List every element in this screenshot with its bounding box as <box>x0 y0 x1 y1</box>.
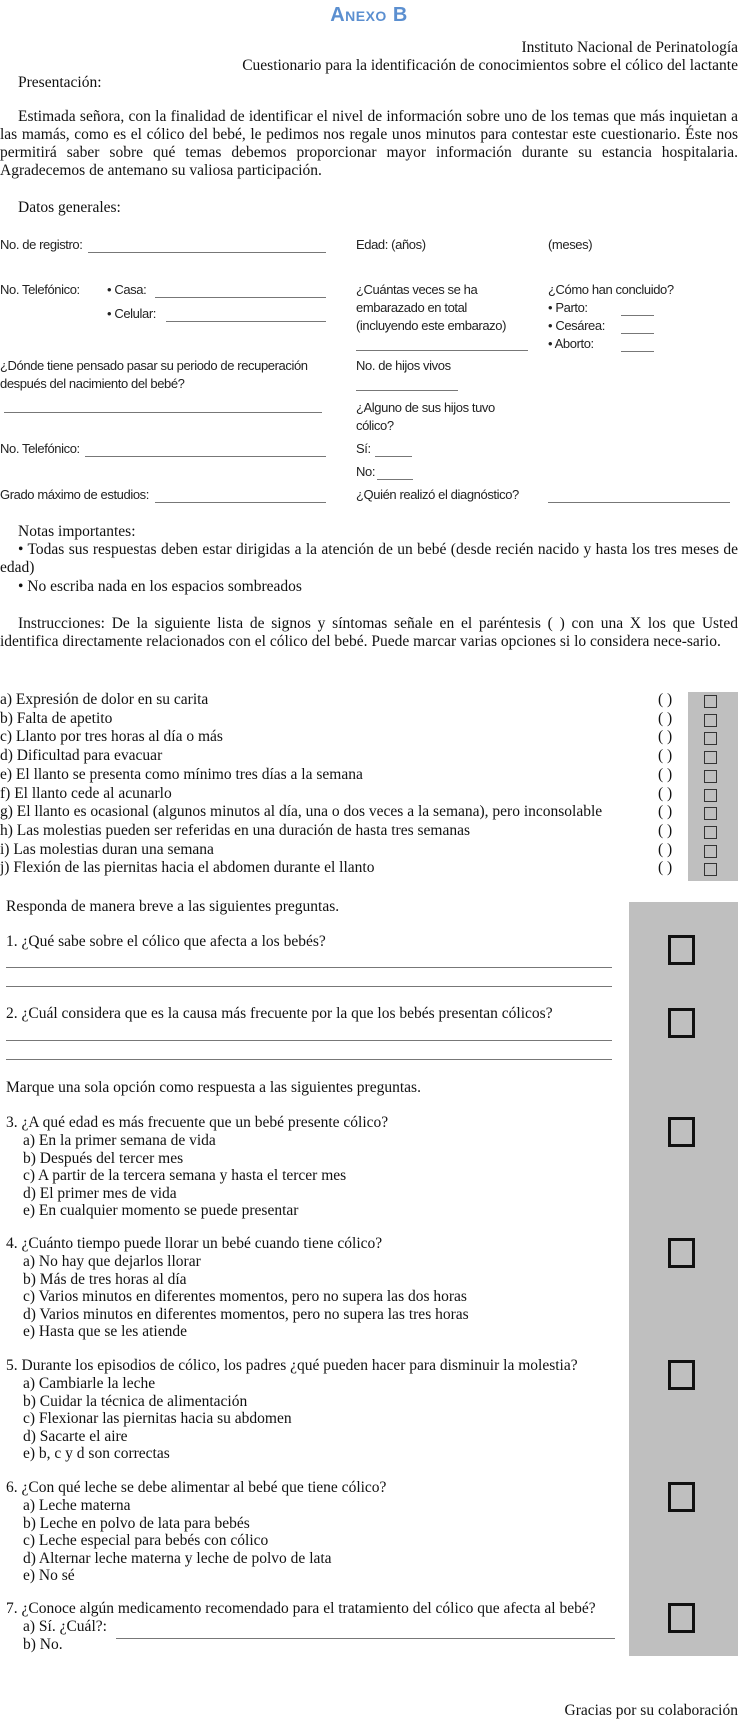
presentation-heading: Presentación: <box>18 74 102 91</box>
embarazos-label: embarazado en total <box>356 300 467 315</box>
answer-option[interactable]: e) Hasta que se les atiende <box>23 1323 187 1341</box>
registro-field[interactable] <box>88 252 326 253</box>
answer-option[interactable]: a) Cambiarle la leche <box>23 1375 156 1392</box>
embarazos-field[interactable] <box>356 350 528 351</box>
symptom-item: h) Las molestias pueden ser referidas en una duración de hasta tres semanas <box>0 821 470 839</box>
recuperacion-label: después del nacimiento del bebé? <box>0 376 185 391</box>
estudios-field[interactable] <box>155 502 326 503</box>
diagnostico-field[interactable] <box>548 502 730 503</box>
answer-parenthesis[interactable]: ( ) <box>658 691 673 708</box>
answer-parenthesis[interactable]: ( ) <box>658 784 673 802</box>
symptom-item: i) Las molestias duran una semana <box>0 840 214 858</box>
coding-box <box>668 1238 695 1268</box>
telefono2-field[interactable] <box>85 456 326 457</box>
question-text: 4. ¿Cuánto tiempo puede llorar un bebé cuando tiene cólico? <box>6 1235 383 1252</box>
aborto-label: • Aborto: <box>548 336 594 351</box>
answer-option[interactable]: b) Después del tercer mes <box>23 1149 184 1167</box>
coding-box <box>668 1482 695 1512</box>
answer-parenthesis[interactable]: ( ) <box>658 840 673 858</box>
coding-checkbox <box>704 826 717 839</box>
estudios-label: Grado máximo de estudios: <box>0 487 149 502</box>
coding-checkbox <box>704 863 717 876</box>
recuperacion-label: ¿Dónde tiene pensado pasar su periodo de recuperación <box>0 358 308 373</box>
celular-field[interactable] <box>166 321 326 322</box>
symptom-item: f) El llanto cede al acunarlo <box>0 784 172 802</box>
answer-option[interactable]: b) Más de tres horas al día <box>23 1270 187 1288</box>
medication-field[interactable] <box>116 1638 615 1639</box>
annex-title: Anexo B <box>330 4 408 26</box>
questionnaire-title: Cuestionario para la identificación de conocimientos sobre el cólico del lactante <box>242 57 738 74</box>
answer-option[interactable]: a) Sí. ¿Cuál?: <box>23 1618 107 1635</box>
answer-option[interactable]: a) En la primer semana de vida <box>23 1132 216 1149</box>
answer-option[interactable]: e) No sé <box>23 1567 75 1585</box>
answer-option[interactable]: d) Sacarte el aire <box>23 1427 128 1445</box>
si-field[interactable] <box>375 456 412 457</box>
embarazos-label: ¿Cuántas veces se ha <box>356 282 478 297</box>
answer-option[interactable]: d) El primer mes de vida <box>23 1184 177 1202</box>
embarazos-label: (incluyendo este embarazo) <box>356 318 507 333</box>
answer-option[interactable]: b) Leche en polvo de lata para bebés <box>23 1514 250 1532</box>
si-label: Sí: <box>356 441 371 456</box>
coding-checkbox <box>704 789 717 802</box>
instructions-text: Instrucciones: De la siguiente lista de signos y síntomas señale en el paréntesis ( ) con una X los que Usted identifica directamente relacionados con el cólico del bebé. Puede marcar varias opciones si lo considera nece-sario. <box>0 615 738 650</box>
coding-checkbox <box>704 807 717 820</box>
casa-label: • Casa: <box>107 282 147 297</box>
symptom-item: b) Falta de apetito <box>0 709 113 727</box>
coding-checkbox <box>704 751 717 764</box>
edad-label: Edad: (años) <box>356 237 426 252</box>
institution-name: Instituto Nacional de Perinatología <box>521 39 738 56</box>
answer-parenthesis[interactable]: ( ) <box>658 803 673 821</box>
concluido-label: ¿Cómo han concluido? <box>548 282 674 297</box>
single-choice-intro: Marque una sola opción como respuesta a las siguientes preguntas. <box>6 1079 421 1096</box>
diagnostico-label: ¿Quién realizó el diagnóstico? <box>356 487 519 502</box>
answer-option[interactable]: e) b, c y d son correctas <box>23 1445 170 1463</box>
no-label: No: <box>356 464 376 479</box>
coding-checkbox <box>704 770 717 783</box>
answer-line[interactable] <box>6 967 612 968</box>
answer-parenthesis[interactable]: ( ) <box>658 728 673 746</box>
coding-box <box>668 935 695 965</box>
coding-checkbox <box>704 845 717 858</box>
question-1: 1. ¿Qué sabe sobre el cólico que afecta a los bebés? <box>6 933 326 950</box>
answer-line[interactable] <box>6 986 612 987</box>
colico-hijos-label: ¿Alguno de sus hijos tuvo <box>356 400 495 415</box>
thanks-text: Gracias por su colaboración <box>564 1702 738 1719</box>
cesarea-field[interactable] <box>621 333 654 334</box>
symptom-item: c) Llanto por tres horas al día o más <box>0 728 223 746</box>
symptom-item: e) El llanto se presenta como mínimo tres días a la semana <box>0 765 363 783</box>
telefono2-label: No. Telefónico: <box>0 441 80 456</box>
answer-parenthesis[interactable]: ( ) <box>658 821 673 839</box>
coding-box <box>668 1360 695 1390</box>
symptom-item: d) Dificultad para evacuar <box>0 747 163 765</box>
question-text: 6. ¿Con qué leche se debe alimentar al bebé que tiene cólico? <box>6 1479 387 1496</box>
answer-option[interactable]: c) Varios minutos en diferentes momentos, pero no supera las dos horas <box>23 1288 467 1306</box>
coding-checkbox <box>704 714 717 727</box>
answer-option[interactable]: e) En cualquier momento se puede presentar <box>23 1202 299 1220</box>
hijos-vivos-label: No. de hijos vivos <box>356 358 451 373</box>
answer-parenthesis[interactable]: ( ) <box>658 747 673 765</box>
general-data-heading: Datos generales: <box>18 199 121 216</box>
symptom-item: j) Flexión de las piernitas hacia el abdomen durante el llanto <box>0 859 375 877</box>
question-2: 2. ¿Cuál considera que es la causa más frecuente por la que los bebés presentan cólicos? <box>6 1005 553 1022</box>
answer-line[interactable] <box>6 1059 612 1060</box>
short-answer-intro: Responda de manera breve a las siguientes preguntas. <box>6 898 340 915</box>
answer-option[interactable]: c) A partir de la tercera semana y hasta el tercer mes <box>23 1167 347 1185</box>
answer-line[interactable] <box>6 1040 612 1041</box>
symptom-item: a) Expresión de dolor en su carita <box>0 691 209 708</box>
meses-label: (meses) <box>548 237 593 252</box>
question-text: 5. Durante los episodios de cólico, los padres ¿qué pueden hacer para disminuir la molestia? <box>6 1357 578 1374</box>
answer-option[interactable]: b) No. <box>23 1635 63 1653</box>
hijos-vivos-field[interactable] <box>356 390 458 391</box>
answer-option[interactable]: a) No hay que dejarlos llorar <box>23 1253 201 1270</box>
casa-field[interactable] <box>155 297 326 298</box>
coding-box <box>668 1603 695 1633</box>
telefono-label: No. Telefónico: <box>0 282 80 297</box>
question-text: 7. ¿Conoce algún medicamento recomendado para el tratamiento del cólico que afecta al bebé? <box>6 1600 596 1617</box>
cesarea-label: • Cesárea: <box>548 318 605 333</box>
parto-label: • Parto: <box>548 300 588 315</box>
symptom-item: g) El llanto es ocasional (algunos minutos al día, una o dos veces a la semana), pero inconsolable <box>0 803 603 821</box>
notes-heading: Notas importantes: <box>18 523 136 540</box>
coding-box <box>668 1117 695 1147</box>
answer-parenthesis[interactable]: ( ) <box>658 859 673 877</box>
answer-option[interactable]: d) Varios minutos en diferentes momentos, pero no supera las tres horas <box>23 1305 469 1323</box>
answer-option[interactable]: c) Flexionar las piernitas hacia su abdomen <box>23 1410 292 1428</box>
answer-parenthesis[interactable]: ( ) <box>658 765 673 783</box>
note-item: • Todas sus respuestas deben estar dirigidas a la atención de un bebé (desde recién nacido y hasta los tres meses de edad) <box>0 541 738 576</box>
answer-option[interactable]: b) Cuidar la técnica de alimentación <box>23 1392 248 1410</box>
recuperacion-field[interactable] <box>4 412 322 413</box>
answer-option[interactable]: d) Alternar leche materna y leche de polvo de lata <box>23 1549 332 1567</box>
celular-label: • Celular: <box>107 306 156 321</box>
answer-option[interactable]: a) Leche materna <box>23 1497 131 1514</box>
aborto-field[interactable] <box>621 351 654 352</box>
coding-box <box>668 1008 695 1038</box>
parto-field[interactable] <box>621 315 654 316</box>
answer-parenthesis[interactable]: ( ) <box>658 709 673 727</box>
presentation-text: Estimada señora, con la finalidad de identificar el nivel de información sobre uno de los temas que más inquietan a las mamás, como es el cólico del bebé, le pedimos nos regale unos minutos para contestar este cuestionario. Éste nos permitirá saber sobre qué temas debemos proporcionar mayor información durante su estancia hospitalaria. Agradecemos de antemano su valiosa participación. <box>0 108 738 179</box>
coding-checkbox <box>704 732 717 745</box>
registro-label: No. de registro: <box>0 237 83 252</box>
answer-option[interactable]: c) Leche especial para bebés con cólico <box>23 1532 269 1550</box>
no-field[interactable] <box>377 479 413 480</box>
question-text: 3. ¿A qué edad es más frecuente que un bebé presente cólico? <box>6 1114 389 1131</box>
coding-checkbox <box>704 695 717 708</box>
colico-hijos-label: cólico? <box>356 418 394 433</box>
note-item: • No escriba nada en los espacios sombreados <box>18 578 302 595</box>
